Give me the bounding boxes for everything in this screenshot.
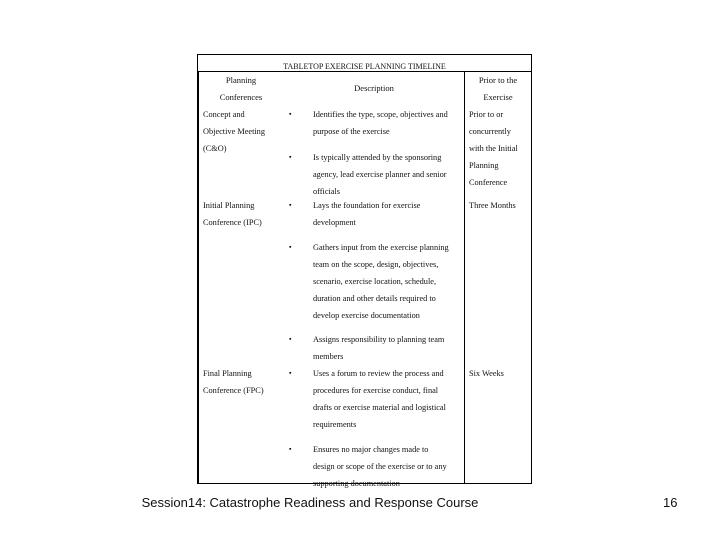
- planning-timeline-table: [197, 54, 532, 488]
- bullet-icon: ▪: [289, 201, 292, 209]
- bullet-icon: ▪: [289, 445, 292, 453]
- col-divider-right: [464, 71, 465, 483]
- timing-fpc: Six Weeks: [469, 369, 504, 378]
- header-prior-to-exercise: Prior to the Exercise: [478, 75, 518, 102]
- description-item: Ensures no major changes made to design or scope of the exercise or to any supporting documentation: [313, 445, 447, 488]
- bullet-icon: ▪: [289, 369, 292, 377]
- description-item: Uses a forum to review the process and procedures for exercise conduct, final drafts or exercise material and logistical requirements: [313, 369, 446, 429]
- timing-ipc: Three Months: [469, 201, 516, 210]
- page-number: 16: [663, 495, 678, 510]
- timing-cando: Prior to or concurrently with the Initial Planning Conference: [469, 110, 518, 187]
- header-description: Description: [354, 83, 394, 93]
- bullet-icon: ▪: [289, 153, 292, 161]
- bullet-icon: ▪: [289, 335, 292, 343]
- description-item: Lays the foundation for exercise development: [313, 201, 421, 227]
- bullet-icon: ▪: [289, 110, 292, 118]
- col-divider-left: [198, 71, 199, 483]
- description-item: Is typically attended by the sponsoring agency, lead exercise planner and senior officials: [313, 153, 447, 196]
- description-item: Identifies the type, scope, objectives and purpose of the exercise: [313, 110, 448, 136]
- description-item: Assigns responsibility to planning team members: [313, 335, 445, 361]
- course-footer: Session14: Catastrophe Readiness and Response Course: [141, 495, 479, 510]
- table-title: TABLETOP EXERCISE PLANNING TIMELINE: [283, 62, 446, 71]
- conference-ipc: Initial Planning Conference (IPC): [203, 201, 262, 227]
- description-item: Gathers input from the exercise planning team on the scope, design, objectives, scenario, exercise location, schedule, duration and other details required to develop exercise documentation: [313, 243, 449, 320]
- header-planning-conferences: Planning Conferences: [219, 75, 263, 102]
- conference-cando: Concept and Objective Meeting (C&O): [203, 110, 265, 153]
- bullet-icon: ▪: [289, 243, 292, 251]
- conference-fpc: Final Planning Conference (FPC): [203, 369, 264, 395]
